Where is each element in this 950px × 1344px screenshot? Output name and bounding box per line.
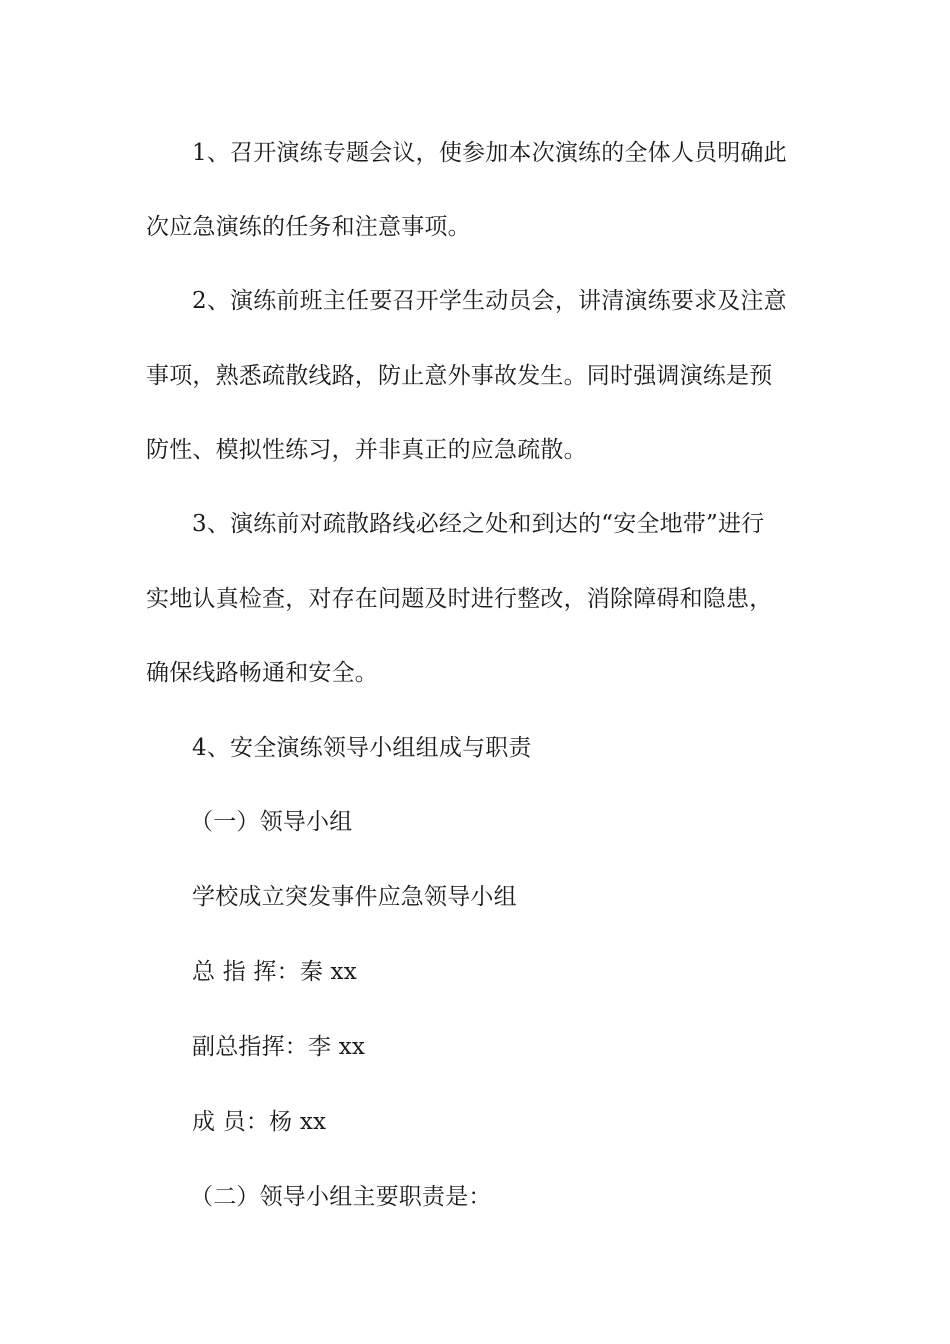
paragraph-2-line-3: 防性、模拟性练习，并非真正的应急疏散。 bbox=[146, 437, 587, 463]
paragraph-1-line-2: 次应急演练的任务和注意事项。 bbox=[146, 214, 471, 240]
paragraph-2-line-1: 2、演练前班主任要召开学生动员会，讲清演练要求及注意 bbox=[192, 288, 787, 314]
commander-entry: 总 指 挥：秦 xx bbox=[192, 959, 357, 985]
section-4-heading: 4、安全演练领导小组组成与职责 bbox=[192, 735, 532, 761]
paragraph-2-line-2: 事项，熟悉疏散线路，防止意外事故发生。同时强调演练是预 bbox=[146, 363, 773, 389]
paragraph-3-line-2: 实地认真检查，对存在问题及时进行整改，消除障碍和隐患， bbox=[146, 586, 773, 612]
members-entry: 成 员：杨 xx bbox=[192, 1109, 327, 1135]
paragraph-3-line-1: 3、演练前对疏散路线必经之处和到达的“安全地带”进行 bbox=[192, 511, 765, 537]
paragraph-3-line-3: 确保线路畅通和安全。 bbox=[146, 660, 378, 686]
deputy-commander-entry: 副总指挥：李 xx bbox=[192, 1034, 366, 1060]
group-established-text: 学校成立突发事件应急领导小组 bbox=[192, 884, 517, 910]
paragraph-1-line-1: 1、召开演练专题会议，使参加本次演练的全体人员明确此 bbox=[192, 140, 787, 166]
subsection-2-heading: （二）领导小组主要职责是： bbox=[190, 1184, 492, 1210]
subsection-1-heading: （一）领导小组 bbox=[190, 809, 353, 835]
